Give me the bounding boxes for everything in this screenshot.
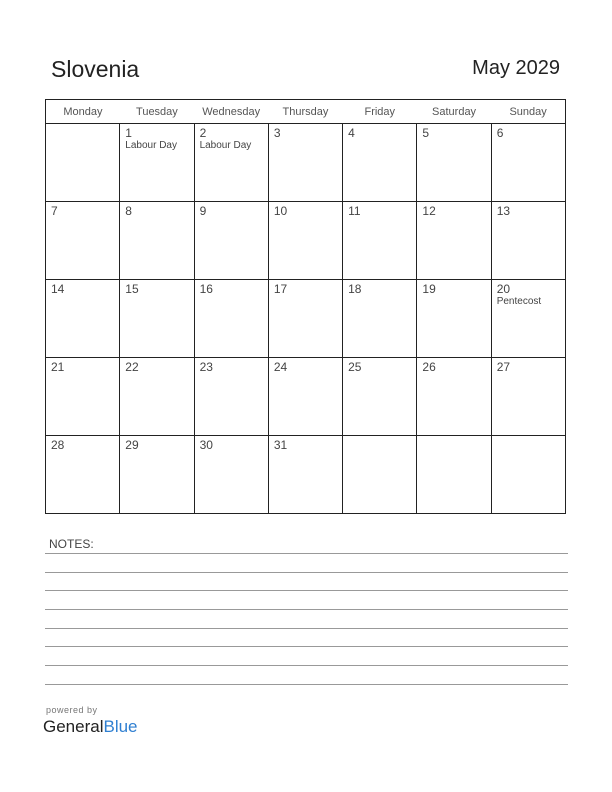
day-number: 8 [125,204,132,218]
day-cell [120,358,194,436]
day-cell [46,124,120,202]
day-cell [417,202,491,280]
day-number: 4 [348,126,355,140]
week-row [46,436,566,514]
day-number: 14 [51,282,65,296]
powered-by-text: powered by [46,705,98,715]
holiday-label: Labour Day [125,140,177,151]
weekday-header: Sunday [491,100,565,124]
brand-blue: Blue [103,717,138,736]
day-cell [491,124,565,202]
day-number: 15 [125,282,139,296]
day-cell [268,280,342,358]
day-cell [46,280,120,358]
day-number: 12 [422,204,436,218]
day-cell [491,280,565,358]
note-line [45,646,568,647]
week-row [46,124,566,202]
note-line [45,609,568,610]
weekday-header: Tuesday [120,100,194,124]
day-cell [120,124,194,202]
weekday-header: Monday [46,100,120,124]
day-number: 7 [51,204,58,218]
day-cell [343,280,417,358]
day-number: 20 [496,282,511,296]
weekday-header: Saturday [417,100,491,124]
day-number: 3 [273,126,281,140]
day-cell [194,436,268,514]
day-number: 2 [199,126,207,140]
day-cell [417,358,491,436]
day-cell [194,358,268,436]
note-line [45,553,568,554]
day-number: 10 [273,204,288,218]
day-number: 30 [199,438,213,452]
day-number: 26 [422,360,436,374]
day-cell [120,202,194,280]
note-line [45,590,568,591]
holiday-label: Pentecost [496,296,542,307]
day-cell [417,124,491,202]
day-number: 17 [273,282,288,296]
day-cell [491,202,565,280]
day-number: 5 [422,126,430,140]
day-number: 18 [348,282,362,296]
day-cell [120,436,194,514]
holiday-label: Labour Day [199,140,252,151]
day-number: 22 [125,360,139,374]
day-number: 29 [125,438,139,452]
note-line [45,684,568,685]
week-row [46,202,566,280]
week-row [46,280,566,358]
day-cell [268,202,342,280]
day-number: 24 [273,360,288,374]
day-cell [343,124,417,202]
day-cell [120,280,194,358]
day-number: 23 [199,360,213,374]
country-title: Slovenia [51,56,140,82]
day-number: 31 [273,438,288,452]
day-cell [194,280,268,358]
day-cell [343,202,417,280]
weekday-header: Wednesday [194,100,268,124]
weekday-header-row [46,100,566,124]
day-cell [268,436,342,514]
day-number: 13 [496,204,511,218]
day-cell [268,124,342,202]
day-cell [46,358,120,436]
day-number: 28 [51,438,65,452]
brand-general: General [43,717,104,736]
notes-label: NOTES: [49,537,94,551]
calendar-grid [45,99,566,514]
day-number: 9 [199,204,207,218]
weekday-header: Thursday [268,100,342,124]
day-cell [417,436,491,514]
note-line [45,572,568,573]
week-row [46,358,566,436]
day-cell [194,202,268,280]
day-number: 1 [125,126,132,140]
day-cell [343,436,417,514]
day-cell [194,124,268,202]
day-number: 11 [348,204,361,218]
day-number: 21 [51,360,65,374]
day-cell [343,358,417,436]
note-line [45,665,568,666]
day-number: 27 [496,360,511,374]
note-line [45,628,568,629]
day-cell [46,202,120,280]
day-cell [491,436,565,514]
day-cell [417,280,491,358]
month-year-title: May 2029 [472,57,560,79]
weekday-header: Friday [343,100,417,124]
day-number: 6 [496,126,504,140]
day-cell [46,436,120,514]
day-number: 16 [199,282,213,296]
day-number: 25 [348,360,362,374]
day-cell [268,358,342,436]
day-cell [491,358,565,436]
day-number: 19 [422,282,436,296]
generalblue-logo [43,717,138,737]
